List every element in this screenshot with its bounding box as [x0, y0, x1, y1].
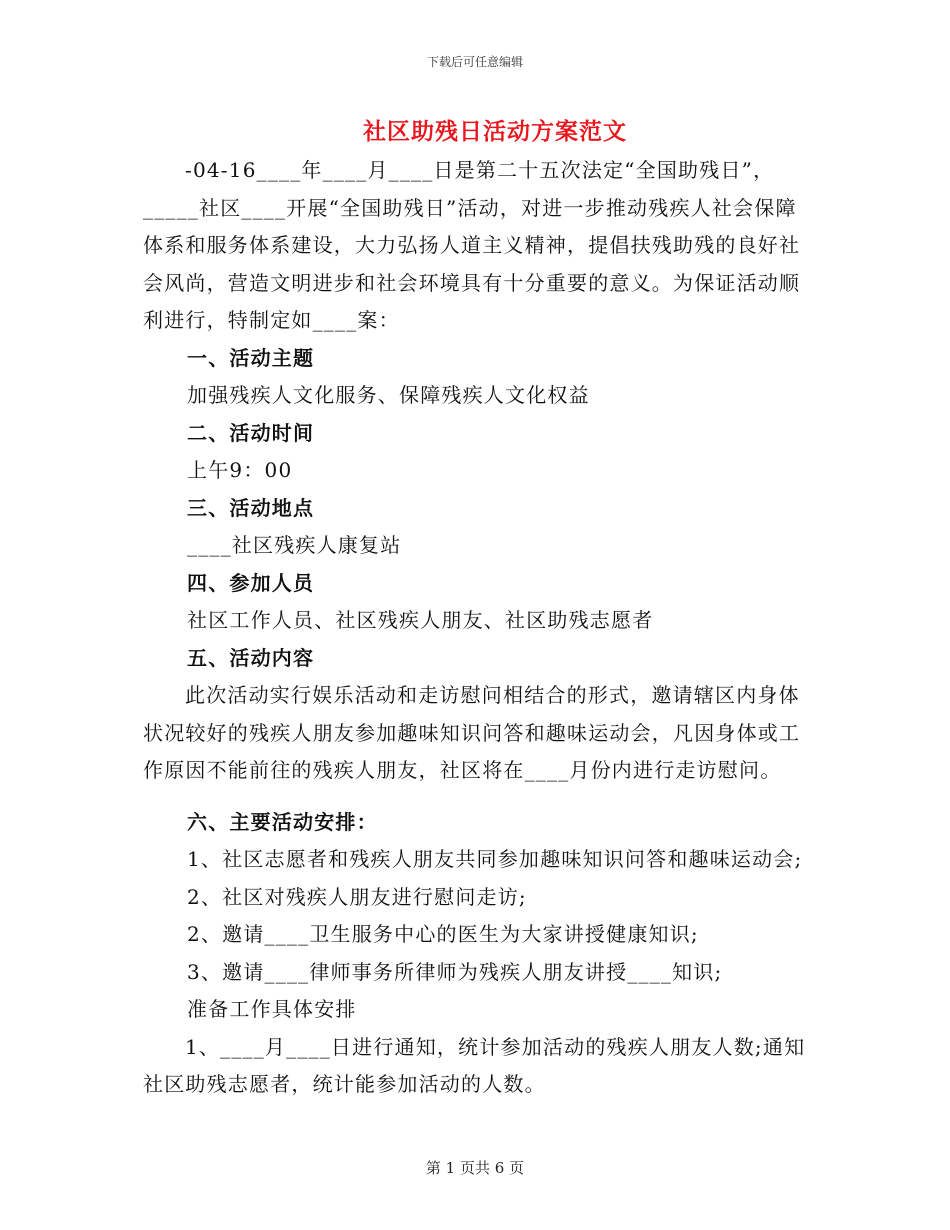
arrangement-item: 2、社区对残疾人朋友进行慰问走访; — [187, 884, 527, 909]
section-heading-content: 五、活动内容 — [187, 645, 315, 670]
arrangement-item: 2、邀请____卫生服务中心的医生为大家讲授健康知识; — [187, 922, 699, 946]
preparation-item: 1、____月____日进行通知，统计参加活动的残疾人朋友人数;通知社区助残志愿者，统计能参加活动的人数。 — [143, 1034, 806, 1096]
document-body — [143, 152, 813, 1104]
section-heading-place: 三、活动地点 — [187, 495, 315, 520]
section-text-theme: 加强残疾人文化服务、保障残疾人文化权益 — [187, 383, 590, 407]
section-text-time: 上午9：00 — [187, 458, 293, 482]
section-heading-arrangement: 六、主要活动安排： — [187, 809, 378, 834]
section-heading-preparation: 准备工作具体安排 — [187, 997, 357, 1021]
intro-paragraph: -04-16____年____月____日是第二十五次法定“全国助残日”，_____社区____开展“全国助残日”活动，对进一步推动残疾人社会保障体系和服务体系建设，大力弘扬人道主义精神，提倡扶残助残的良好社会风尚，营造文明进步和社会环境具有十分重要的意义。为保证活动顺利进行，特制定如____案： — [143, 158, 801, 332]
section-heading-time: 二、活动时间 — [187, 420, 315, 445]
section-text-place: ____社区残疾人康复站 — [187, 533, 402, 557]
section-text-people: 社区工作人员、社区残疾人朋友、社区助残志愿者 — [187, 608, 654, 632]
arrangement-item: 1、社区志愿者和残疾人朋友共同参加趣味知识问答和趣味运动会; — [187, 847, 803, 871]
page-footer: 第 1 页共 6 页 — [425, 1159, 525, 1177]
section-text-content: 此次活动实行娱乐活动和走访慰问相结合的形式，邀请辖区内身体状况较好的残疾人朋友参加趣味知识问答和趣味运动会，凡因身体或工作原因不能前往的残疾人朋友，社区将在____月份内进行走访慰问。 — [143, 683, 801, 782]
section-heading-theme: 一、活动主题 — [187, 345, 315, 370]
section-heading-people: 四、参加人员 — [187, 570, 315, 595]
document-title: 社区助残日活动方案范文 — [363, 118, 627, 145]
arrangement-item: 3、邀请____律师事务所律师为残疾人朋友讲授____知识; — [187, 959, 723, 984]
page-header-note: 下载后可任意编辑 — [426, 55, 523, 69]
